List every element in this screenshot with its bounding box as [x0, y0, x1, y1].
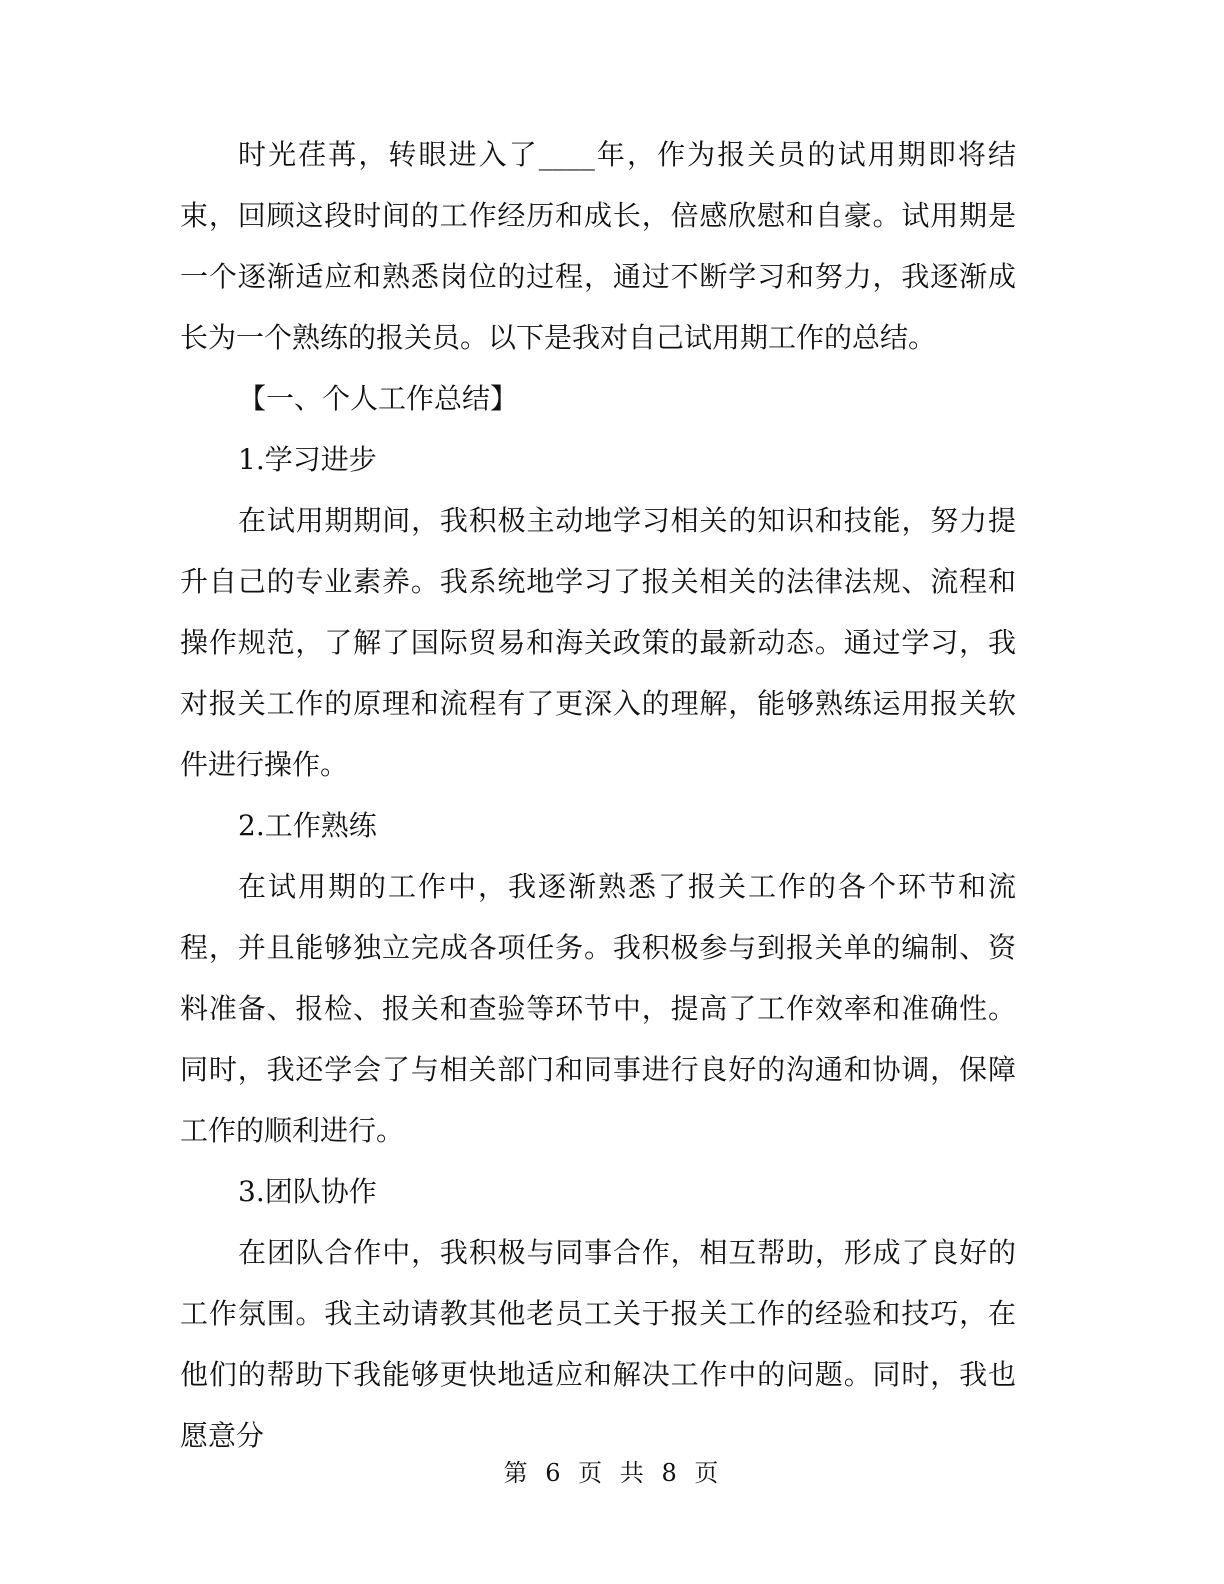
item-body-teamwork: 在团队合作中，我积极与同事合作，相互帮助，形成了良好的工作氛围。我主动请教其他老员工关于报关工作的经验和技巧，在他们的帮助下我能够更快地适应和解决工作中的问题。同时，我也愿意分 [180, 1236, 1016, 1452]
item-body-study: 在试用期期间，我积极主动地学习相关的知识和技能，努力提升自己的专业素养。我系统地学习了报关相关的法律法规、流程和操作规范，了解了国际贸易和海关政策的最新动态。通过学习，我对报关工作的原理和流程有了更深入的理解，能够熟练运用报关软件进行操作。 [180, 504, 1016, 781]
item-title-teamwork: 3.团队协作 [238, 1175, 377, 1208]
intro-paragraph: 时光荏苒，转眼进入了____年，作为报关员的试用期即将结束，回顾这段时间的工作经历和成长，倍感欣慰和自豪。试用期是一个逐渐适应和熟悉岗位的过程，通过不断学习和努力，我逐渐成长为一个熟练的报关员。以下是我对自己试用期工作的总结。 [180, 138, 1016, 354]
item-title-study: 1.学习进步 [238, 443, 377, 476]
item-body-proficiency: 在试用期的工作中，我逐渐熟悉了报关工作的各个环节和流程，并且能够独立完成各项任务。我积极参与到报关单的编制、资料准备、报检、报关和查验等环节中，提高了工作效率和准确性。同时，我还学会了与相关部门和同事进行良好的沟通和协调，保障工作的顺利进行。 [180, 870, 1016, 1147]
section-title: 【一、个人工作总结】 [238, 382, 519, 415]
document-body [180, 124, 1016, 1466]
page-number-footer: 第 6 页 共 8 页 [503, 1459, 721, 1487]
item-title-proficiency: 2.工作熟练 [238, 809, 377, 842]
